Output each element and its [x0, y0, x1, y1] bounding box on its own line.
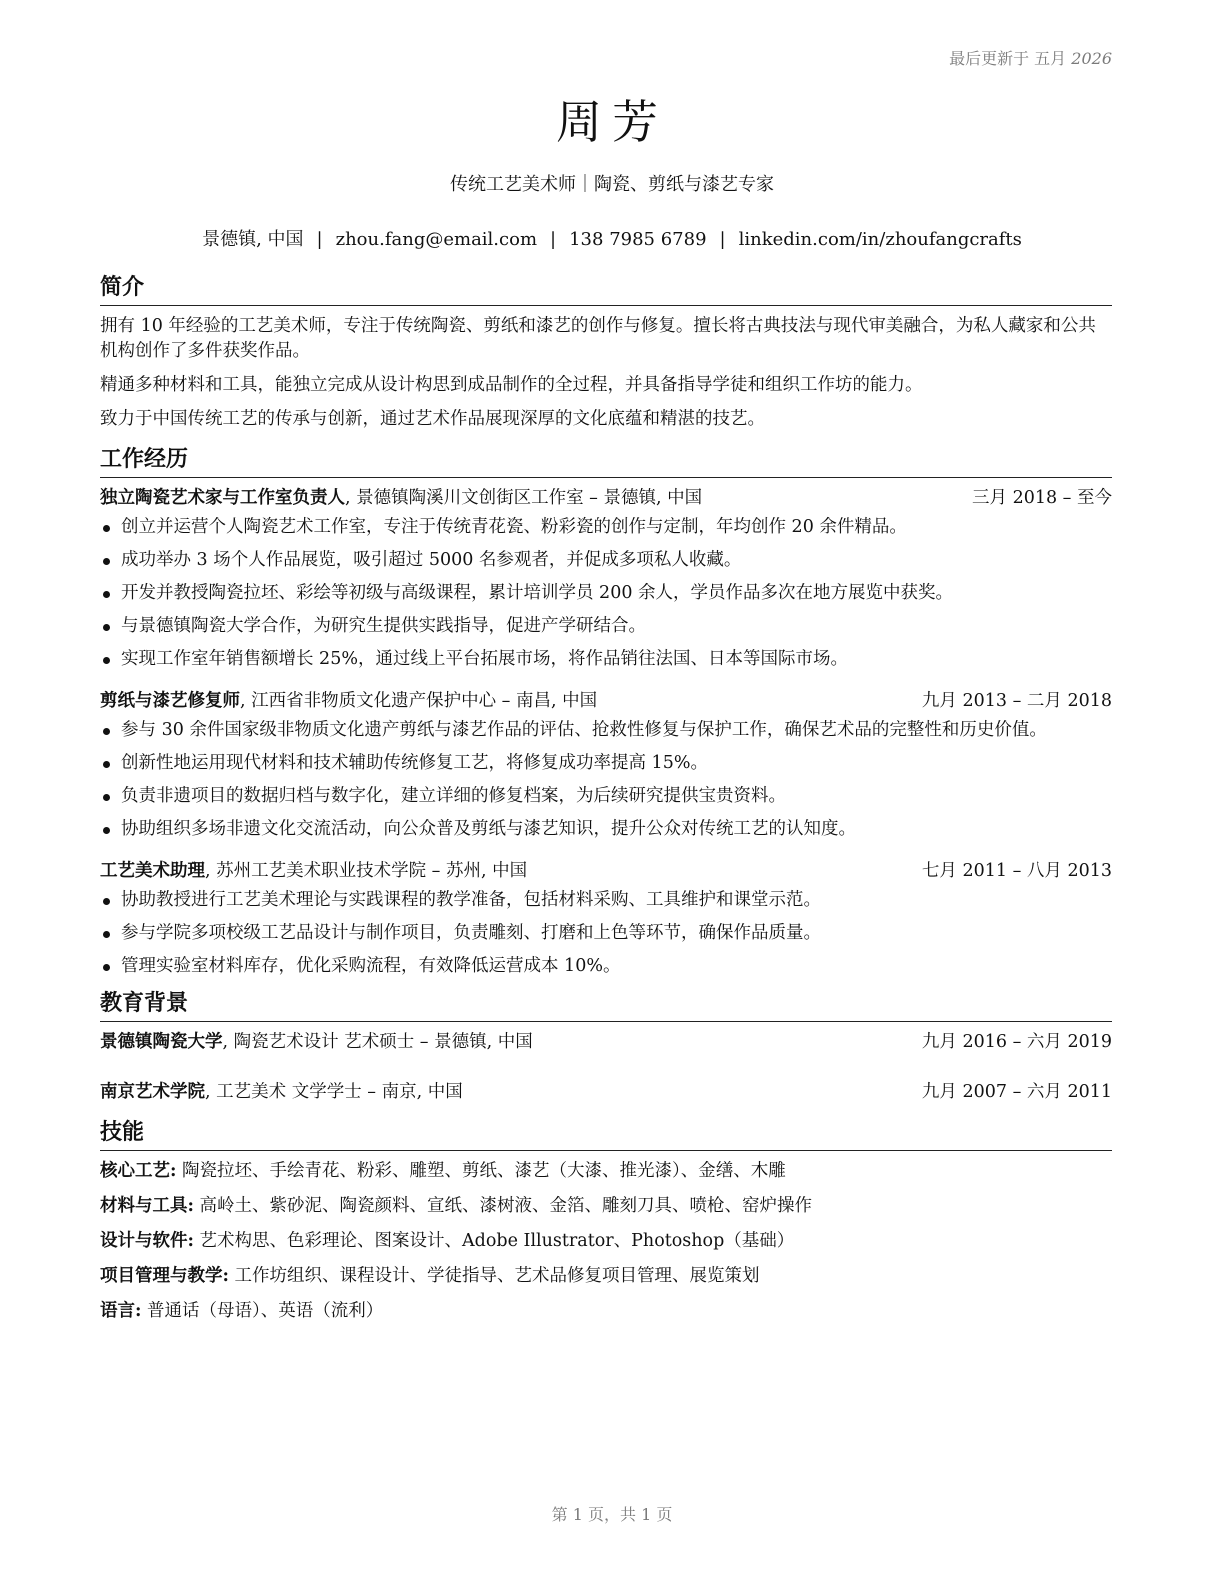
skill-row [100, 1264, 1112, 1289]
section-title-skills: 技能 [100, 1119, 1112, 1151]
contact-linkedin[interactable]: linkedin.com/in/zhoufangcrafts [738, 229, 1022, 250]
section-title-summary: 简介 [100, 274, 1112, 306]
job-org: , 苏州工艺美术职业技术学院 – 苏州, 中国 [205, 861, 528, 881]
skill-label: 设计与软件: [100, 1231, 194, 1251]
education-line [100, 1080, 463, 1105]
last-updated [949, 46, 1112, 69]
job-dates: 七月 2011 – 八月 2013 [921, 861, 1112, 881]
job-bullet: 管理实验室材料库存，优化采购流程，有效降低运营成本 10%。 [100, 954, 1112, 979]
job-org: , 景德镇陶溪川文创街区工作室 – 景德镇, 中国 [345, 488, 703, 508]
contact-separator: | [719, 229, 726, 250]
education-entry [100, 1030, 1112, 1055]
education-dates: 九月 2016 – 六月 2019 [921, 1032, 1112, 1052]
contact-separator: | [316, 229, 323, 250]
job-role: 剪纸与漆艺修复师 [100, 691, 240, 711]
job-title-line [100, 859, 527, 884]
job-dates: 九月 2013 – 二月 2018 [921, 691, 1112, 711]
job-entry [100, 486, 1112, 672]
job-bullet: 协助组织多场非遗文化交流活动，向公众普及剪纸与漆艺知识，提升公众对传统工艺的认知度。 [100, 817, 1112, 842]
job-header [100, 486, 1112, 511]
job-bullet: 负责非遗项目的数据归档与数字化，建立详细的修复档案，为后续研究提供宝贵资料。 [100, 784, 1112, 809]
skill-row [100, 1159, 1112, 1184]
job-entry [100, 689, 1112, 842]
job-bullet: 实现工作室年销售额增长 25%，通过线上平台拓展市场，将作品销往法国、日本等国际市场。 [100, 647, 1112, 672]
skill-row [100, 1299, 1112, 1324]
section-title-experience: 工作经历 [100, 446, 1112, 478]
contact-location: 景德镇, 中国 [202, 229, 304, 250]
education-detail: , 陶瓷艺术设计 艺术硕士 – 景德镇, 中国 [222, 1032, 533, 1052]
job-header [100, 689, 1112, 714]
skill-label: 核心工艺: [100, 1161, 177, 1181]
job-title-line [100, 486, 702, 511]
skill-value: 工作坊组织、课程设计、学徒指导、艺术品修复项目管理、展览策划 [228, 1266, 760, 1286]
contact-line [0, 225, 1224, 251]
job-role: 独立陶瓷艺术家与工作室负责人 [100, 488, 345, 508]
job-bullets [100, 888, 1112, 979]
skill-label: 材料与工具: [100, 1196, 194, 1216]
job-title-line [100, 689, 597, 714]
job-bullet: 参与 30 余件国家级非物质文化遗产剪纸与漆艺作品的评估、抢救性修复与保护工作，确保艺术品的完整性和历史价值。 [100, 718, 1112, 743]
job-bullet: 参与学院多项校级工艺品设计与制作项目，负责雕刻、打磨和上色等环节，确保作品质量。 [100, 921, 1112, 946]
contact-separator: | [550, 229, 557, 250]
headline: 传统工艺美术师｜陶瓷、剪纸与漆艺专家 [450, 174, 774, 195]
summary-section [100, 274, 1112, 432]
skill-row [100, 1194, 1112, 1219]
job-bullet: 协助教授进行工艺美术理论与实践课程的教学准备，包括材料采购、工具维护和课堂示范。 [100, 888, 1112, 913]
job-dates: 三月 2018 – 至今 [972, 488, 1112, 508]
skills-section [100, 1119, 1112, 1324]
resume-content [100, 274, 1112, 1334]
skill-label: 语言: [100, 1301, 142, 1321]
education-section [100, 990, 1112, 1105]
summary-paragraph: 精通多种材料和工具，能独立完成从设计构思到成品制作的全过程，并具备指导学徒和组织工作坊的能力。 [100, 375, 923, 395]
experience-section [100, 446, 1112, 979]
skill-value: 高岭土、紫砂泥、陶瓷颜料、宣纸、漆树液、金箔、雕刻刀具、喷枪、窑炉操作 [193, 1196, 813, 1216]
education-detail: , 工艺美术 文学学士 – 南京, 中国 [205, 1082, 463, 1102]
summary-paragraph: 致力于中国传统工艺的传承与创新，通过艺术作品展现深厚的文化底蕴和精湛的技艺。 [100, 409, 765, 429]
education-school: 景德镇陶瓷大学 [100, 1032, 223, 1052]
job-org: , 江西省非物质文化遗产保护中心 – 南昌, 中国 [240, 691, 598, 711]
job-role: 工艺美术助理 [100, 861, 205, 881]
education-school: 南京艺术学院 [100, 1082, 205, 1102]
last-updated-month: 五月 [1034, 49, 1067, 68]
skill-value: 普通话（母语）、英语（流利） [141, 1301, 384, 1321]
job-entry [100, 859, 1112, 979]
person-name: 周芳 [556, 95, 668, 149]
page-number-footer: 第 1 页，共 1 页 [551, 1505, 673, 1524]
job-bullet: 与景德镇陶瓷大学合作，为研究生提供实践指导，促进产学研结合。 [100, 614, 1112, 639]
skill-value: 陶瓷拉坯、手绘青花、粉彩、雕塑、剪纸、漆艺（大漆、推光漆）、金缮、木雕 [176, 1161, 786, 1181]
section-title-education: 教育背景 [100, 990, 1112, 1022]
job-bullet: 创立并运营个人陶瓷艺术工作室，专注于传统青花瓷、粉彩瓷的创作与定制，年均创作 20 余件精品。 [100, 515, 1112, 540]
job-header [100, 859, 1112, 884]
education-entry [100, 1080, 1112, 1105]
last-updated-prefix: 最后更新于 [949, 49, 1035, 68]
contact-email[interactable]: zhou.fang@email.com [335, 229, 538, 250]
skill-label: 项目管理与教学: [100, 1266, 229, 1286]
contact-phone: 138 7985 6789 [569, 229, 707, 250]
skill-value: 艺术构思、色彩理论、图案设计、Adobe Illustrator、Photoshop（基础） [193, 1231, 795, 1251]
job-bullets [100, 718, 1112, 842]
job-bullet: 创新性地运用现代材料和技术辅助传统修复工艺，将修复成功率提高 15%。 [100, 751, 1112, 776]
skill-row [100, 1229, 1112, 1254]
education-line [100, 1030, 533, 1055]
job-bullets [100, 515, 1112, 672]
job-bullet: 开发并教授陶瓷拉坯、彩绘等初级与高级课程，累计培训学员 200 余人，学员作品多次在地方展览中获奖。 [100, 581, 1112, 606]
job-bullet: 成功举办 3 场个人作品展览，吸引超过 5000 名参观者，并促成多项私人收藏。 [100, 548, 1112, 573]
summary-paragraph: 拥有 10 年经验的工艺美术师，专注于传统陶瓷、剪纸和漆艺的创作与修复。擅长将古典技法与现代审美融合，为私人藏家和公共机构创作了多件获奖作品。 [100, 316, 1096, 361]
last-updated-year: 2026 [1071, 49, 1112, 68]
education-dates: 九月 2007 – 六月 2011 [921, 1082, 1112, 1102]
